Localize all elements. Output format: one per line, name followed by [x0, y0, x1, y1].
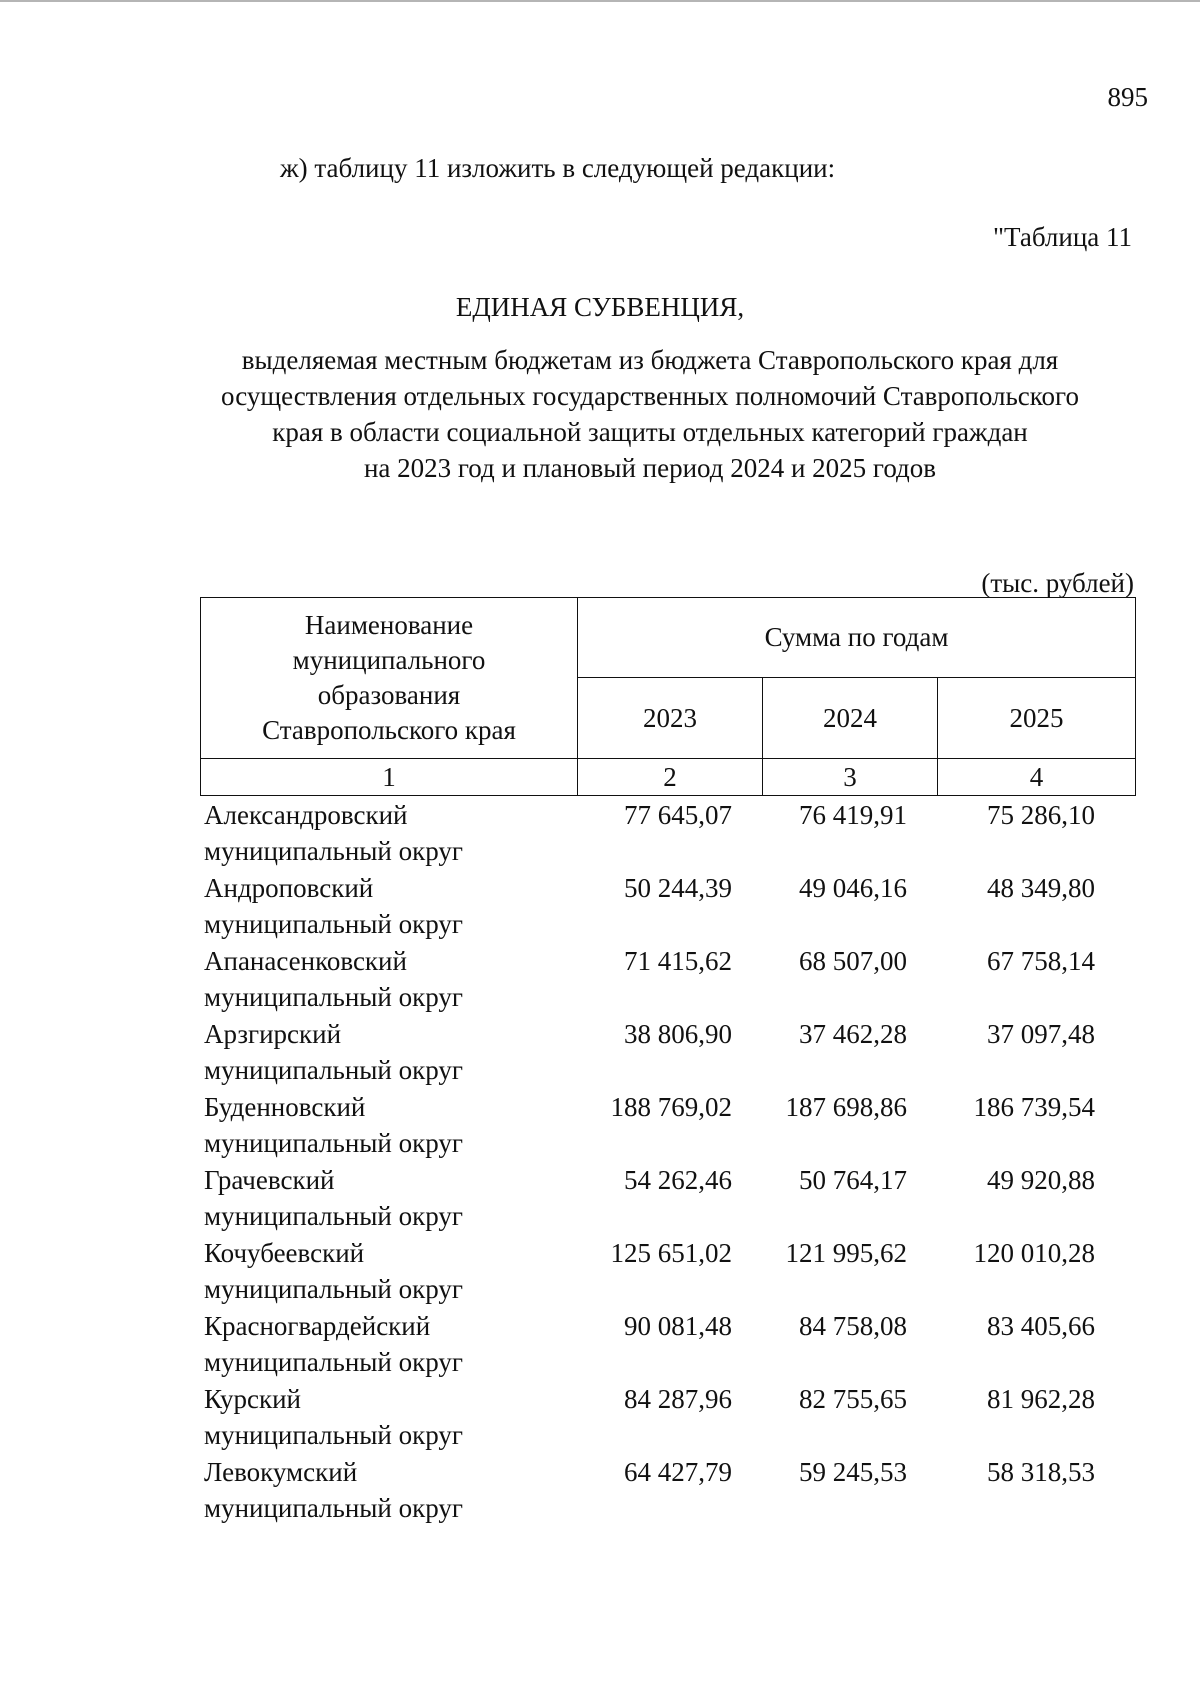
municipality-title: Кочубеевский — [204, 1238, 365, 1268]
value-2025: 49 920,88 — [987, 1165, 1095, 1195]
municipality-type: муниципальный округ — [204, 1493, 463, 1523]
table-row — [204, 797, 1119, 870]
table-row — [204, 1162, 1119, 1235]
table-row — [204, 1089, 1119, 1162]
subtitle-line: на 2023 год и плановый период 2024 и 2025 годов — [363, 453, 937, 483]
table-row — [204, 1016, 1119, 1089]
table-row — [204, 870, 1119, 943]
table-row — [204, 1308, 1119, 1381]
value-2024: 49 046,16 — [799, 873, 907, 903]
municipality-type: муниципальный округ — [204, 1128, 463, 1158]
subtitle-line: края в области социальной защиты отдельных категорий граждан — [272, 417, 1028, 447]
municipality-title: Курский — [204, 1384, 301, 1414]
municipality-type: муниципальный округ — [204, 1055, 463, 1085]
table-row — [204, 1454, 1119, 1527]
value-2024: 187 698,86 — [785, 1092, 907, 1122]
municipality-name — [204, 1308, 574, 1380]
value-2025: 81 962,28 — [987, 1384, 1095, 1414]
value-2023: 188 769,02 — [610, 1092, 732, 1122]
municipality-type: муниципальный округ — [204, 1347, 463, 1377]
value-2024: 76 419,91 — [799, 800, 907, 830]
municipality-title: Буденновский — [204, 1092, 366, 1122]
amendment-intro: ж) таблицу 11 изложить в следующей редакции: — [280, 153, 836, 183]
value-2023: 54 262,46 — [624, 1165, 732, 1195]
column-number: 2 — [578, 759, 763, 796]
header-year-2024: 2024 — [763, 678, 938, 759]
header-year-2023: 2023 — [578, 678, 763, 759]
value-2025: 58 318,53 — [987, 1457, 1095, 1487]
municipality-name — [204, 1162, 574, 1234]
municipality-title: Арзгирский — [204, 1019, 342, 1049]
municipality-type: муниципальный округ — [204, 836, 463, 866]
value-2023: 64 427,79 — [624, 1457, 732, 1487]
municipality-type: муниципальный округ — [204, 1420, 463, 1450]
municipality-type: муниципальный округ — [204, 909, 463, 939]
header-sum-by-years: Сумма по годам — [578, 598, 1136, 678]
value-2023: 50 244,39 — [624, 873, 732, 903]
municipality-name — [204, 943, 574, 1015]
value-2024: 68 507,00 — [799, 946, 907, 976]
header-municipality — [201, 598, 578, 759]
value-2025: 83 405,66 — [987, 1311, 1095, 1341]
municipality-name — [204, 1016, 574, 1088]
value-2023: 90 081,48 — [624, 1311, 732, 1341]
municipality-title: Александровский — [204, 800, 408, 830]
table-row — [204, 943, 1119, 1016]
value-2024: 50 764,17 — [799, 1165, 907, 1195]
header-name-line: муниципального — [292, 645, 486, 675]
municipality-title: Красногвардейский — [204, 1311, 431, 1341]
subtitle-line: осуществления отдельных государственных полномочий Ставропольского — [221, 381, 1079, 411]
municipality-type: муниципальный округ — [204, 982, 463, 1012]
subtitle-line: выделяемая местным бюджетам из бюджета Ставропольского края для — [241, 345, 1059, 375]
value-2024: 37 462,28 — [799, 1019, 907, 1049]
value-2025: 67 758,14 — [987, 946, 1095, 976]
municipality-title: Левокумский — [204, 1457, 358, 1487]
table-row — [204, 1235, 1119, 1308]
document-title: ЕДИНАЯ СУБВЕНЦИЯ, — [455, 292, 745, 322]
municipality-name — [204, 1381, 574, 1453]
municipality-title: Андроповский — [204, 873, 374, 903]
municipality-title: Апанасенковский — [204, 946, 407, 976]
value-2024: 59 245,53 — [799, 1457, 907, 1487]
value-2023: 38 806,90 — [624, 1019, 732, 1049]
column-number: 3 — [763, 759, 938, 796]
top-rule — [0, 0, 1200, 2]
header-name-line: образования — [317, 680, 461, 710]
value-2025: 37 097,48 — [987, 1019, 1095, 1049]
table-row — [204, 1381, 1119, 1454]
header-name-line: Ставропольского края — [262, 715, 516, 745]
municipality-type: муниципальный округ — [204, 1201, 463, 1231]
value-2023: 77 645,07 — [624, 800, 732, 830]
column-number: 4 — [938, 759, 1136, 796]
value-2023: 71 415,62 — [624, 946, 732, 976]
header-name-line: Наименование — [304, 610, 474, 640]
value-2024: 121 995,62 — [785, 1238, 907, 1268]
value-2025: 186 739,54 — [973, 1092, 1095, 1122]
municipality-name — [204, 1089, 574, 1161]
value-2024: 82 755,65 — [799, 1384, 907, 1414]
page-number: 895 — [1107, 82, 1148, 112]
table-label: "Таблица 11 — [993, 222, 1132, 252]
value-2025: 48 349,80 — [987, 873, 1095, 903]
table-header — [200, 597, 1136, 796]
municipality-name — [204, 797, 574, 869]
table-body — [204, 797, 1119, 1527]
municipality-name — [204, 870, 574, 942]
value-2024: 84 758,08 — [799, 1311, 907, 1341]
header-year-2025: 2025 — [938, 678, 1136, 759]
value-2023: 125 651,02 — [610, 1238, 732, 1268]
municipality-type: муниципальный округ — [204, 1274, 463, 1304]
municipality-title: Грачевский — [204, 1165, 335, 1195]
value-2025: 120 010,28 — [973, 1238, 1095, 1268]
document-subtitle — [195, 342, 1105, 486]
units-label: (тыс. рублей) — [981, 568, 1134, 598]
municipality-name — [204, 1454, 574, 1526]
value-2025: 75 286,10 — [987, 800, 1095, 830]
column-number: 1 — [201, 759, 578, 796]
value-2023: 84 287,96 — [624, 1384, 732, 1414]
municipality-name — [204, 1235, 574, 1307]
